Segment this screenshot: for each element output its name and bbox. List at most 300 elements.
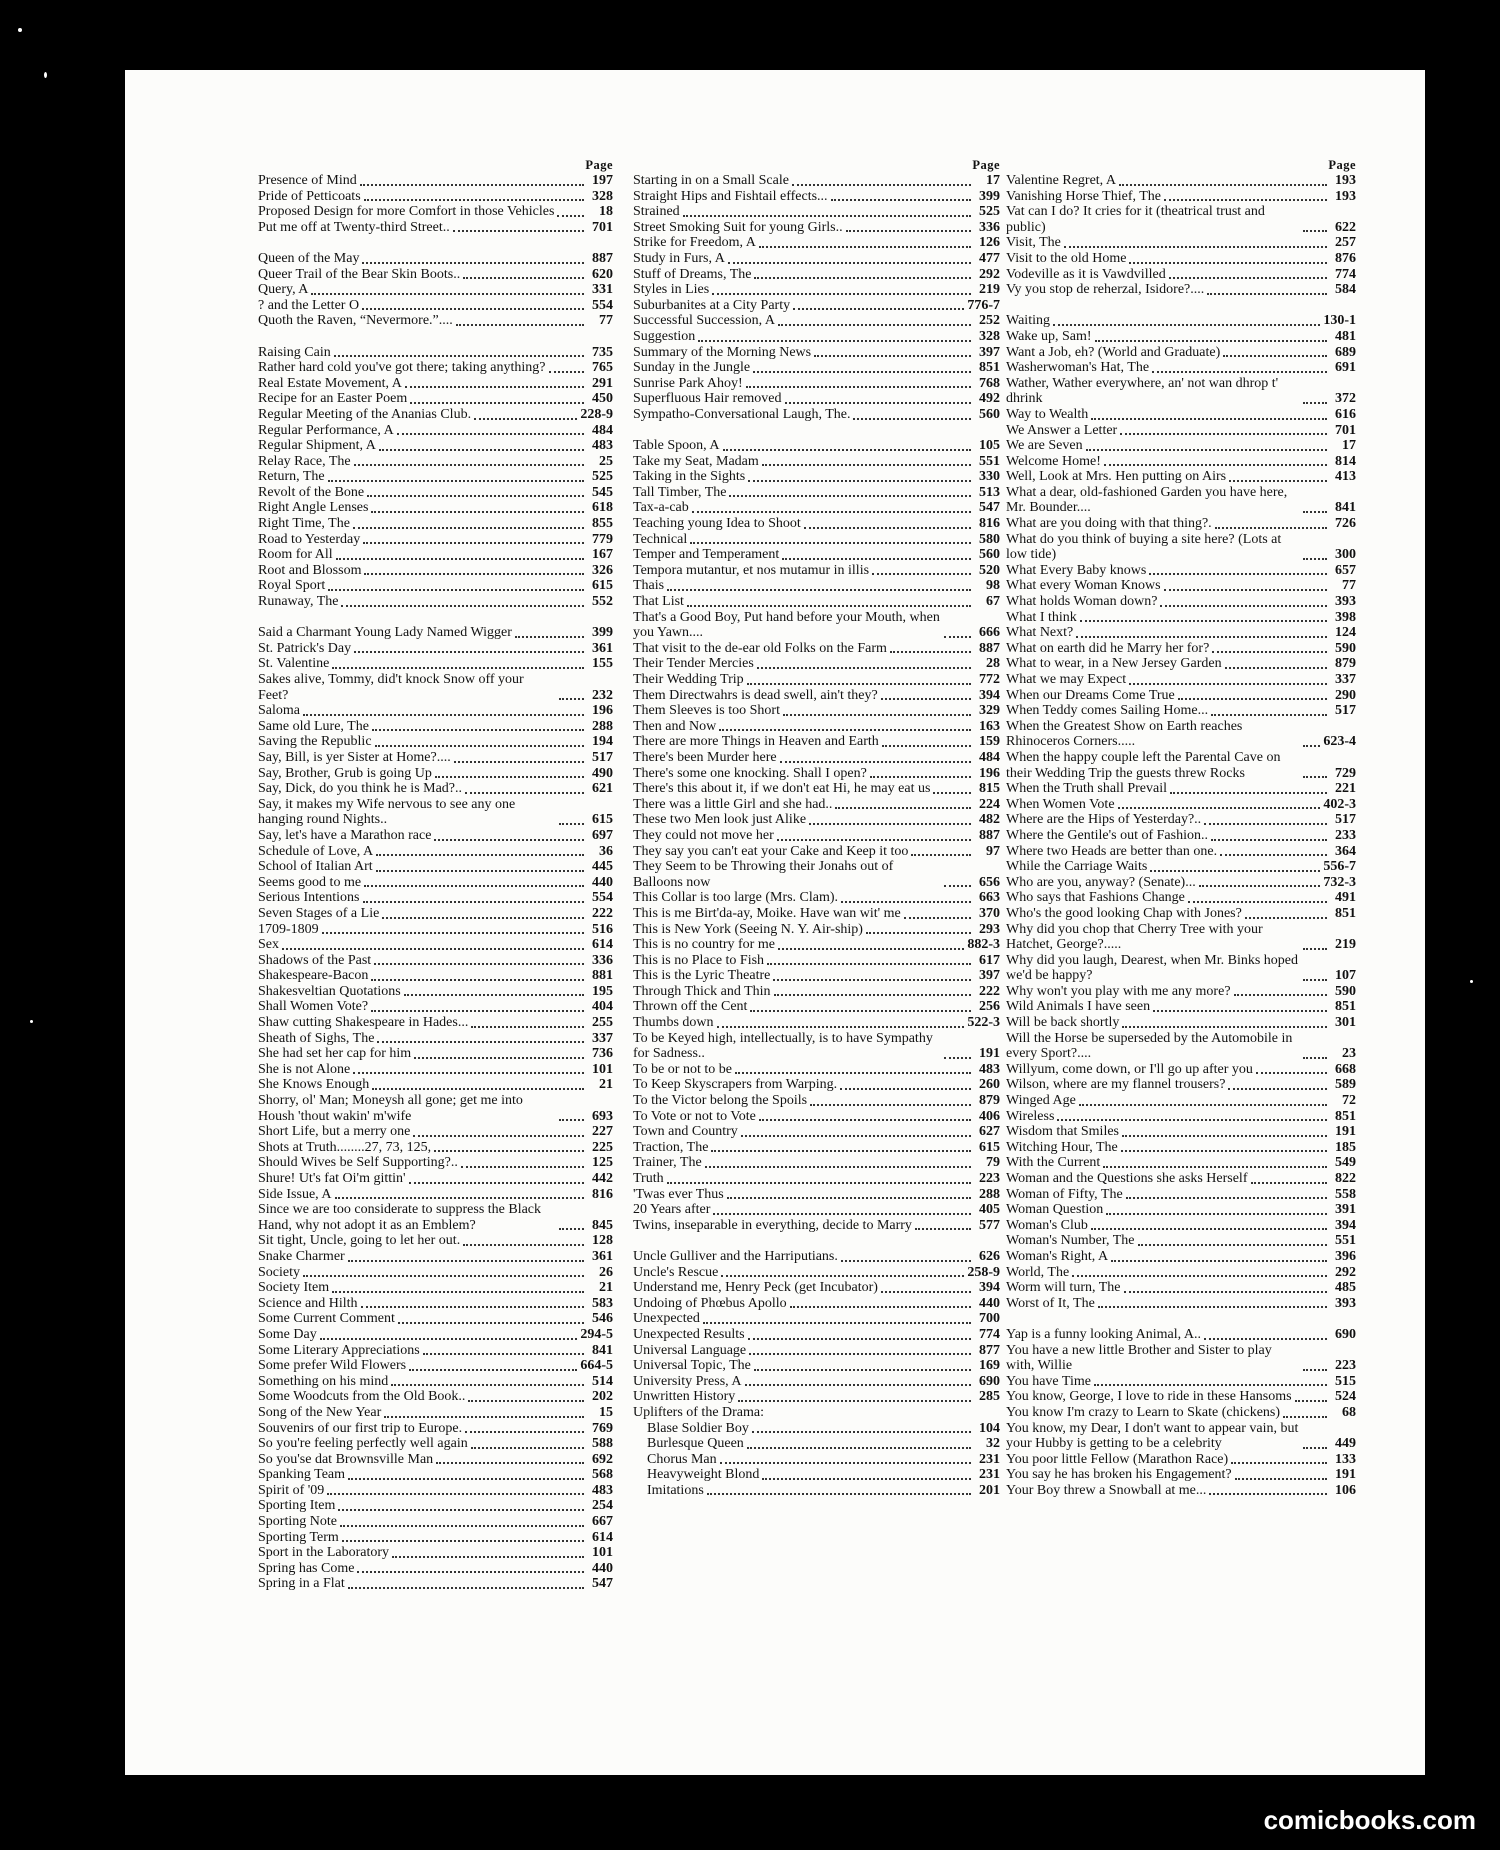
entry-title: This Collar is too large (Mrs. Clam). — [633, 890, 839, 906]
entry-title: Who's the good looking Chap with Jones? — [1006, 905, 1242, 921]
entry-title: Sporting Item — [258, 1498, 336, 1514]
entry-page-number: 558 — [1335, 1186, 1356, 1202]
entry-page-number: 440 — [592, 1560, 613, 1576]
index-entry — [1006, 438, 1356, 454]
entry-page-number: 130-1 — [1323, 313, 1356, 329]
entry-page-number: 552 — [592, 594, 613, 610]
index-entry — [633, 1015, 1000, 1031]
dot-leader — [1234, 994, 1327, 996]
entry-page-number: 257 — [1335, 235, 1356, 251]
entry-title: This is New York (Seeing N. Y. Air-ship) — [633, 921, 863, 937]
index-entry — [258, 1140, 613, 1156]
index-entry — [633, 469, 1000, 485]
entry-page-number: 125 — [592, 1155, 613, 1171]
dot-leader — [881, 698, 971, 700]
entry-page-number: 450 — [592, 391, 613, 407]
dot-leader — [759, 1119, 971, 1121]
entry-title: Spanking Team — [258, 1467, 346, 1483]
index-entry — [258, 282, 613, 298]
dot-leader — [374, 963, 584, 965]
entry-title: Their Tender Mercies — [633, 656, 754, 672]
entry-title: When the happy couple left the Parental Cave on their Wedding Trip the guests threw Rocks — [1006, 749, 1281, 781]
index-entry — [258, 1171, 613, 1187]
index-entry — [1006, 345, 1356, 361]
dot-leader — [376, 854, 584, 856]
entry-title: Yap is a funny looking Animal, A.. — [1006, 1326, 1201, 1342]
entry-title: School of Italian Art — [258, 859, 373, 875]
entry-page-number: 223 — [979, 1171, 1000, 1186]
dot-leader — [882, 745, 971, 747]
dot-leader — [1086, 449, 1327, 451]
dot-leader — [371, 979, 584, 981]
entry-title: Visit to the old Home — [1006, 250, 1127, 266]
dot-leader — [692, 511, 971, 513]
entry-title: When the Greatest Show on Earth reaches Rhinoceros Corners..... — [1006, 718, 1243, 750]
entry-page-number: 547 — [592, 1576, 613, 1592]
dot-leader — [748, 480, 971, 482]
entry-page-number: 337 — [1335, 672, 1356, 687]
dot-leader — [559, 1228, 584, 1230]
page-column-header: Page — [585, 158, 613, 172]
entry-page-number: 219 — [979, 282, 1000, 298]
dot-leader — [1118, 807, 1321, 809]
dot-leader — [1057, 1119, 1327, 1121]
entry-page-number: 326 — [592, 562, 613, 578]
entry-page-number: 769 — [592, 1420, 613, 1436]
dot-leader — [363, 901, 585, 903]
entry-title: Worm will turn, The — [1006, 1280, 1121, 1296]
entry-title: They could not move her — [633, 827, 774, 843]
dot-leader — [436, 1462, 584, 1464]
index-entry — [258, 859, 613, 875]
entry-title: There was a little Girl and she had.. — [633, 796, 833, 812]
entry-title: Some Current Comment — [258, 1311, 395, 1327]
dot-leader — [353, 1072, 584, 1074]
entry-title: Woman of Fifty, The — [1006, 1186, 1123, 1202]
entry-page-number: 394 — [979, 687, 1000, 703]
index-entry — [633, 1374, 1000, 1390]
dot-leader — [667, 1182, 971, 1184]
index-entry — [258, 1389, 613, 1405]
dot-leader — [683, 215, 971, 217]
dot-leader — [785, 402, 971, 404]
index-entry — [633, 1452, 1000, 1468]
entry-title: Some Day — [258, 1326, 317, 1342]
entry-title: Your Boy threw a Snowball at me... — [1006, 1482, 1207, 1498]
dot-leader — [705, 1166, 971, 1168]
dot-leader — [371, 511, 584, 513]
entry-page-number: 841 — [1335, 500, 1356, 516]
dot-leader — [1098, 1306, 1327, 1308]
entry-title: This is me Birt'da-ay, Moike. Have wan wit' me — [633, 905, 901, 921]
entry-title: Thumbs down — [633, 1015, 714, 1031]
entry-title: Burlesque Queen — [647, 1436, 744, 1452]
entry-page-number: 513 — [979, 484, 1000, 500]
entry-title: Way to Wealth — [1006, 406, 1089, 422]
entry-page-number: 841 — [592, 1342, 613, 1358]
entry-page-number: 72 — [1342, 1093, 1356, 1109]
index-entry — [1006, 329, 1356, 345]
entry-page-number: 556-7 — [1323, 859, 1356, 875]
index-entry — [1006, 781, 1356, 797]
index-entry — [633, 641, 1000, 657]
entry-title: What to wear, in a New Jersey Garden — [1006, 656, 1222, 672]
entry-page-number: 583 — [592, 1295, 613, 1311]
index-entry — [633, 267, 1000, 283]
entry-title: Teaching young Idea to Shoot — [633, 516, 801, 532]
entry-title: What are you doing with that thing?. — [1006, 516, 1212, 532]
index-entry — [258, 1187, 613, 1203]
index-entry — [258, 376, 613, 392]
entry-page-number: 328 — [592, 188, 613, 204]
entry-title: Room for All — [258, 547, 333, 563]
index-entry — [1006, 1374, 1356, 1390]
entry-title: What every Woman Knows — [1006, 578, 1161, 594]
index-entry — [633, 1265, 1000, 1281]
dot-leader — [1053, 324, 1320, 326]
entry-page-number: 77 — [599, 313, 613, 329]
entry-page-number: 623-4 — [1323, 734, 1356, 750]
entry-title: What on earth did he Marry her for? — [1006, 640, 1210, 656]
dot-leader — [454, 761, 584, 763]
dot-leader — [410, 402, 584, 404]
entry-page-number: 288 — [592, 718, 613, 734]
entry-title: Snake Charmer — [258, 1248, 345, 1264]
entry-page-number: 336 — [592, 952, 613, 968]
index-entry — [1006, 1280, 1356, 1296]
entry-title: When Women Vote — [1006, 796, 1115, 812]
entry-title: Who are you, anyway? (Senate)... — [1006, 874, 1196, 890]
entry-title: Short Life, but a merry one — [258, 1124, 411, 1140]
dot-leader — [338, 1509, 584, 1511]
index-entry — [258, 719, 613, 735]
entry-page-number: 735 — [592, 344, 613, 360]
entry-page-number: 851 — [1335, 1108, 1356, 1124]
index-entry — [258, 189, 613, 205]
entry-title: Seems good to me — [258, 874, 362, 890]
dot-leader — [515, 636, 584, 638]
entry-title: Stuff of Dreams, The — [633, 266, 752, 282]
index-entry — [1006, 532, 1356, 563]
entry-page-number: 258-9 — [967, 1264, 1000, 1280]
entry-title: Shall Women Vote? — [258, 999, 369, 1015]
index-entry — [1006, 407, 1356, 423]
entry-page-number: 222 — [592, 905, 613, 921]
entry-page-number: 554 — [592, 890, 613, 906]
entry-title: Styles in Lies — [633, 282, 710, 298]
index-entry — [1006, 1140, 1356, 1156]
dot-leader — [728, 262, 971, 264]
index-entry — [258, 875, 613, 891]
entry-page-number: 615 — [979, 1139, 1000, 1155]
dot-leader — [1091, 418, 1327, 420]
entry-title: What Next? — [1006, 625, 1074, 641]
entry-page-number: 614 — [592, 1529, 613, 1545]
dot-leader — [1169, 277, 1327, 279]
dot-leader — [1229, 480, 1327, 482]
entry-page-number: 399 — [592, 625, 613, 641]
dot-leader — [342, 1540, 584, 1542]
dot-leader — [841, 1260, 971, 1262]
dot-leader — [1231, 1462, 1327, 1464]
scan-speck — [1470, 980, 1473, 983]
entry-title: Willyum, come down, or I'll go up after you — [1006, 1061, 1253, 1077]
entry-title: Sex — [258, 937, 279, 953]
entry-title: Spring in a Flat — [258, 1576, 345, 1592]
entry-title: Regular Shipment, A — [258, 438, 376, 454]
index-entry — [258, 360, 613, 376]
dot-leader — [1121, 1150, 1327, 1152]
entry-page-number: 765 — [592, 360, 613, 376]
entry-page-number: 128 — [592, 1233, 613, 1249]
entry-page-number: 394 — [979, 1280, 1000, 1296]
index-entry — [1006, 1265, 1356, 1281]
entry-title: Society — [258, 1264, 300, 1280]
entry-page-number: 616 — [1335, 406, 1356, 422]
entry-title: 20 Years after — [633, 1202, 711, 1218]
entry-title: Wake up, Sam! — [1006, 328, 1092, 344]
entry-title: Queen of the May — [258, 250, 360, 266]
dot-leader — [778, 324, 971, 326]
index-entry — [1006, 672, 1356, 688]
entry-page-number: 25 — [599, 453, 613, 469]
index-entry — [633, 968, 1000, 984]
index-entry — [633, 516, 1000, 532]
index-entry — [1006, 235, 1356, 251]
entry-title: World, The — [1006, 1264, 1070, 1280]
dot-leader — [904, 917, 971, 919]
entry-title: Understand me, Henry Peck (get Incubator) — [633, 1280, 878, 1296]
entry-title: Temper and Temperament — [633, 547, 780, 563]
entry-title: To be or not to be — [633, 1061, 732, 1077]
dot-leader — [404, 994, 584, 996]
index-entry — [258, 1405, 613, 1421]
entry-page-number: 193 — [1335, 188, 1356, 204]
entry-page-number: 233 — [1335, 827, 1356, 843]
entry-page-number: 768 — [979, 375, 1000, 391]
entry-page-number: 393 — [1335, 594, 1356, 610]
index-entry — [1006, 173, 1356, 189]
index-entry — [258, 1436, 613, 1452]
index-entry — [633, 1202, 1000, 1218]
entry-page-number: 492 — [979, 391, 1000, 407]
dot-leader — [767, 963, 971, 965]
entry-title: Same old Lure, The — [258, 718, 369, 734]
dot-leader — [1225, 667, 1327, 669]
entry-title: 'Twas ever Thus — [633, 1186, 724, 1202]
index-column-2 — [633, 158, 1000, 1498]
entry-title: Runaway, The — [258, 594, 339, 610]
dot-leader — [713, 1213, 971, 1215]
dot-leader — [1094, 1384, 1327, 1386]
dot-leader — [783, 714, 971, 716]
index-entry — [258, 1374, 613, 1390]
dot-leader — [792, 184, 971, 186]
entry-title: Will be back shortly — [1006, 1015, 1120, 1031]
entry-page-number: 413 — [1335, 469, 1356, 485]
index-entry — [1006, 703, 1356, 719]
entry-page-number: 887 — [592, 250, 613, 266]
entry-page-number: 294-5 — [580, 1326, 613, 1342]
dot-leader — [1138, 1244, 1328, 1246]
dot-leader — [1303, 745, 1320, 747]
dot-leader — [777, 839, 971, 841]
entry-title: Rather hard cold you've got there; taking anything? — [258, 360, 546, 376]
entry-title: Suburbanites at a City Party — [633, 297, 791, 313]
entry-page-number: 627 — [979, 1124, 1000, 1140]
entry-title: Schedule of Love, A — [258, 843, 374, 859]
entry-page-number: 404 — [592, 999, 613, 1015]
entry-page-number: 516 — [592, 921, 613, 937]
index-entry — [258, 1358, 613, 1374]
index-entry — [633, 282, 1000, 298]
entry-page-number: 729 — [1335, 765, 1356, 781]
index-entry — [258, 516, 613, 532]
index-entry — [633, 844, 1000, 860]
entry-title: Vy you stop de reherzal, Isidore?.... — [1006, 282, 1205, 298]
dot-leader — [773, 979, 971, 981]
entry-title: Town and Country — [633, 1124, 738, 1140]
index-entry — [633, 953, 1000, 969]
index-entry — [1006, 859, 1356, 875]
entry-title: Traction, The — [633, 1139, 709, 1155]
entry-title: Spring has Come — [258, 1560, 355, 1576]
index-entry — [1006, 563, 1356, 579]
entry-title: Query, A — [258, 282, 309, 298]
dot-leader — [1150, 870, 1320, 872]
dot-leader — [720, 1462, 971, 1464]
index-entry — [258, 906, 613, 922]
entry-page-number: 515 — [1335, 1373, 1356, 1389]
entry-title: Twins, inseparable in everything, decide to Marry — [633, 1217, 912, 1233]
index-entry — [633, 438, 1000, 454]
index-entry — [633, 594, 1000, 610]
entry-title: Say, it makes my Wife nervous to see any one hanging round Nights.. — [258, 796, 516, 828]
dot-leader — [723, 449, 971, 451]
index-entry — [633, 1436, 1000, 1452]
dot-leader — [915, 1228, 971, 1230]
entry-title: Summary of the Morning News — [633, 344, 812, 360]
entry-page-number: 700 — [979, 1311, 1000, 1327]
dot-leader — [840, 1088, 971, 1090]
index-entry — [258, 1062, 613, 1078]
entry-title: To Vote or not to Vote — [633, 1108, 756, 1124]
index-entry — [258, 500, 613, 516]
index-entry — [258, 345, 613, 361]
dot-leader — [754, 1369, 971, 1371]
index-entry — [258, 750, 613, 766]
entry-title: Who says that Fashions Change — [1006, 890, 1185, 906]
dot-leader — [336, 558, 584, 560]
entry-page-number: 107 — [1335, 968, 1356, 984]
index-entry — [258, 828, 613, 844]
dot-leader — [1295, 1400, 1327, 1402]
entry-title: Sunrise Park Ahoy! — [633, 375, 743, 391]
dot-leader — [872, 573, 971, 575]
index-entry — [1006, 1015, 1356, 1031]
entry-title: Superfluous Hair removed — [633, 391, 782, 407]
index-entry — [258, 1233, 613, 1249]
index-entry — [1006, 1421, 1356, 1452]
index-entry — [1006, 1093, 1356, 1109]
dot-leader — [364, 573, 584, 575]
entry-title: There's some one knocking. Shall I open? — [633, 765, 867, 781]
watermark: comicbooks.com — [1263, 1805, 1476, 1835]
entry-title: They Seem to be Throwing their Jonahs out of Balloons now — [633, 859, 894, 890]
dot-leader — [1153, 1010, 1327, 1012]
index-entry — [258, 1343, 613, 1359]
index-entry — [633, 797, 1000, 813]
entry-page-number: 191 — [1335, 1124, 1356, 1140]
scan-speck — [30, 1020, 33, 1023]
entry-page-number: 580 — [979, 531, 1000, 547]
entry-title: Some Literary Appreciations — [258, 1342, 420, 1358]
entry-page-number: 301 — [1335, 1015, 1356, 1031]
entry-page-number: 17 — [1342, 438, 1356, 454]
index-entry — [1006, 1077, 1356, 1093]
dot-leader — [717, 1026, 965, 1028]
entry-page-number: 169 — [979, 1358, 1000, 1374]
dot-leader — [282, 948, 584, 950]
dot-leader — [1256, 1072, 1327, 1074]
index-entry — [1006, 1031, 1356, 1062]
entry-title: Welcome Home! — [1006, 453, 1101, 469]
dot-leader — [1303, 402, 1327, 404]
entry-title: When our Dreams Come True — [1006, 687, 1175, 703]
entry-title: There's this about it, if we don't eat Hi, he may eat us — [633, 781, 931, 797]
entry-title: Sit tight, Uncle, going to let her out. — [258, 1233, 461, 1249]
entry-page-number: 17 — [986, 173, 1000, 188]
index-entry — [258, 1202, 613, 1233]
dot-leader — [1204, 1338, 1327, 1340]
index-entry — [1006, 267, 1356, 283]
dot-leader — [1235, 1478, 1327, 1480]
entry-title: Souvenirs of our first trip to Europe. — [258, 1420, 463, 1436]
index-entry — [1006, 828, 1356, 844]
entry-page-number: 551 — [979, 453, 1000, 469]
dot-leader — [328, 589, 584, 591]
entry-page-number: 285 — [979, 1389, 1000, 1405]
entry-page-number: 219 — [1335, 937, 1356, 953]
dot-leader — [1091, 1228, 1327, 1230]
entry-page-number: 692 — [592, 1451, 613, 1467]
dot-leader — [363, 542, 584, 544]
entry-page-number: 663 — [979, 890, 1000, 906]
entry-page-number: 399 — [979, 188, 1000, 204]
entry-page-number: 545 — [592, 484, 613, 500]
entry-title: Street Smoking Suit for young Girls.. — [633, 219, 843, 235]
dot-leader — [1111, 1260, 1327, 1262]
index-entry — [1006, 610, 1356, 626]
entry-title: What I think — [1006, 609, 1077, 625]
index-entry — [633, 454, 1000, 470]
index-entry — [633, 999, 1000, 1015]
entry-title: Thais — [633, 578, 665, 594]
dot-leader — [1079, 1104, 1327, 1106]
dot-leader — [712, 293, 971, 295]
entry-title: Valentine Regret, A — [1006, 173, 1117, 188]
entry-page-number: 167 — [592, 547, 613, 563]
index-entry — [633, 1311, 1000, 1327]
entry-title: St. Valentine — [258, 656, 330, 672]
entry-title: You know, George, I love to ride in these Hansoms — [1006, 1389, 1292, 1405]
entry-title: These two Men look just Alike — [633, 812, 807, 828]
entry-page-number: 887 — [979, 827, 1000, 843]
entry-page-number: 590 — [1335, 640, 1356, 656]
dot-leader — [361, 1306, 584, 1308]
entry-page-number: 201 — [979, 1482, 1000, 1498]
entry-title: Shots at Truth........27, 73, 125, — [258, 1139, 432, 1155]
